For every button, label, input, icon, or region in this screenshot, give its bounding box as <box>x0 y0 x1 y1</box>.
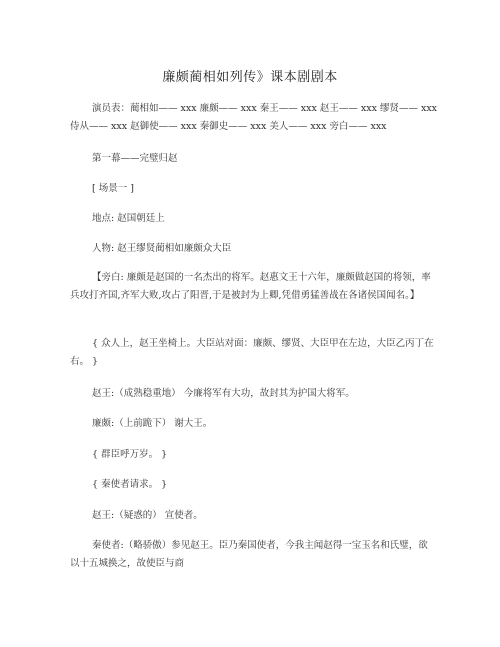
document-title: 廉颇蔺相如列传》课本剧剧本 <box>162 70 338 85</box>
location-line: 地点: 赵国朝廷上 <box>92 213 165 224</box>
scene-heading: [ 场景一 ] <box>92 183 134 194</box>
narration-paragraph: 【旁白: 廉颇是赵国的一名杰出的将军。赵惠文王十六年，廉颇做赵国的将领，率兵攻打齐国,齐军大败,攻占了阳晋,于是被封为上卿,凭借勇猛善战在各诸侯国闻名。】 <box>70 272 431 301</box>
stage-direction: { 秦使者请求。 } <box>92 479 168 490</box>
dialogue-line: 赵王:（成熟稳重地） 今廉将军有大功，故封其为护国大将军。 <box>92 388 355 399</box>
dialogue-line: 赵王:（疑惑的） 宣使者。 <box>92 510 203 521</box>
cast-list: 演员表：蔺相如—— xxx 廉颇—— xxx 秦王—— xxx 赵王—— xxx 缪贤—— xxx 侍从—— xxx 赵御使—— xxx 秦御史—— xxx 美人—— xxx 旁白—— xxx <box>70 103 438 132</box>
dialogue-line: 秦使者:（略骄傲）参见赵王。臣乃秦国使者，今我主闻赵得一宝玉名和氏璧，欲 以十五城换之，故使臣与商 <box>70 540 428 569</box>
dialogue-line: 廉颇:（上前跪下） 谢大王。 <box>92 418 213 429</box>
stage-direction: { 群臣呼万岁。 } <box>92 449 168 460</box>
act-heading: 第一幕——完璧归赵 <box>92 153 178 164</box>
characters-line: 人物: 赵王缪贤蔺相如廉颇众大臣 <box>92 243 232 254</box>
stage-direction: { 众人上，赵王坐椅上。大臣站对面：廉颇、缪贤、大臣甲在左边，大臣乙丙丁在右。 } <box>70 338 434 367</box>
